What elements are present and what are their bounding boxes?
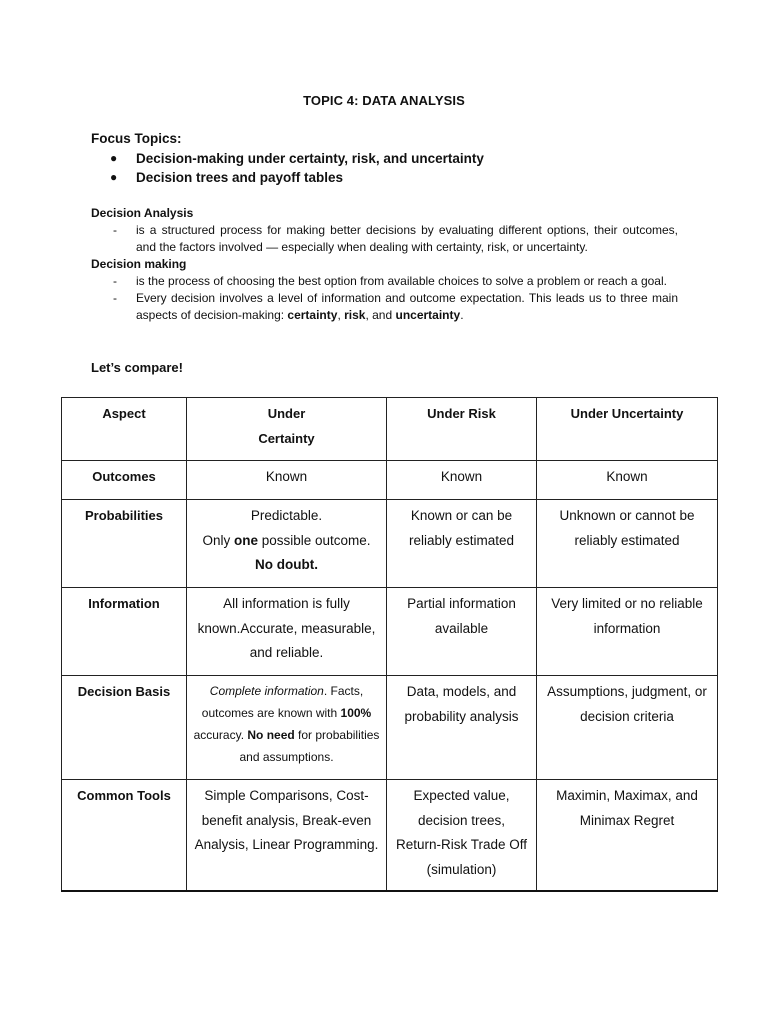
list-item	[113, 290, 678, 324]
cell-information-uncertainty: Very limited or no reliable information	[537, 588, 718, 676]
cell-outcomes-certainty: Known	[187, 461, 387, 500]
decision-analysis-list	[113, 222, 678, 256]
cell-common-tools-risk: Expected value, decision trees, Return-Risk Trade Off (simulation)	[387, 780, 537, 891]
cell-decision-basis-certainty: Complete information. Facts, outcomes are known with 100% accuracy. No need for probabilities and assumptions.	[187, 676, 387, 780]
focus-topics-list	[110, 149, 484, 187]
bullet-icon: ●	[110, 170, 118, 184]
header-uncertainty: Under Uncertainty	[537, 398, 718, 461]
compare-label: Let’s compare!	[91, 360, 183, 375]
cell-probabilities-uncertainty: Unknown or cannot be reliably estimated	[537, 500, 718, 588]
row-label-common-tools: Common Tools	[62, 780, 187, 891]
cell-information-certainty: All information is fully known.Accurate, measurable, and reliable.	[187, 588, 387, 676]
page-title: TOPIC 4: DATA ANALYSIS	[303, 93, 465, 108]
dash-marker: -	[113, 223, 117, 237]
row-label-outcomes: Outcomes	[62, 461, 187, 500]
cell-decision-basis-risk: Data, models, and probability analysis	[387, 676, 537, 780]
cell-probabilities-certainty: Predictable. Only one possible outcome. No doubt.	[187, 500, 387, 588]
row-label-decision-basis: Decision Basis	[62, 676, 187, 780]
cell-common-tools-uncertainty: Maximin, Maximax, and Minimax Regret	[537, 780, 718, 891]
row-label-information: Information	[62, 588, 187, 676]
cell-common-tools-certainty: Simple Comparisons, Cost-benefit analysis, Break-even Analysis, Linear Programming.	[187, 780, 387, 891]
header-certainty: Under Certainty	[187, 398, 387, 461]
header-aspect: Aspect	[62, 398, 187, 461]
list-item	[110, 149, 484, 168]
focus-topic-text: Decision-making under certainty, risk, and uncertainty	[136, 151, 484, 166]
focus-topics-heading: Focus Topics:	[91, 131, 182, 146]
definition-text: Every decision involves a level of information and outcome expectation. This leads us to three main aspects of decision-making: certainty, risk, and uncertainty.	[136, 291, 678, 322]
table-row	[62, 588, 718, 676]
decision-making-list	[113, 273, 678, 324]
list-item	[110, 168, 484, 187]
table-row	[62, 780, 718, 891]
definition-text: is the process of choosing the best option from available choices to solve a problem or reach a goal.	[136, 274, 667, 288]
list-item	[113, 222, 678, 256]
decision-analysis-heading: Decision Analysis	[91, 206, 194, 220]
cell-probabilities-risk: Known or can be reliably estimated	[387, 500, 537, 588]
table-row	[62, 500, 718, 588]
dash-marker: -	[113, 291, 117, 305]
row-label-probabilities: Probabilities	[62, 500, 187, 588]
focus-topic-text: Decision trees and payoff tables	[136, 170, 344, 185]
table-row	[62, 398, 718, 461]
decision-making-heading: Decision making	[91, 257, 187, 271]
header-risk: Under Risk	[387, 398, 537, 461]
cell-outcomes-uncertainty: Known	[537, 461, 718, 500]
definition-text: is a structured process for making better decisions by evaluating different options, their outcomes, and the factors involved — especially when dealing with certainty, risk, or uncertainty.	[136, 223, 678, 254]
bullet-icon: ●	[110, 151, 118, 165]
table-row	[62, 461, 718, 500]
cell-information-risk: Partial information available	[387, 588, 537, 676]
comparison-table	[61, 397, 718, 892]
cell-decision-basis-uncertainty: Assumptions, judgment, or decision criteria	[537, 676, 718, 780]
cell-outcomes-risk: Known	[387, 461, 537, 500]
dash-marker: -	[113, 274, 117, 288]
list-item	[113, 273, 678, 290]
table-row	[62, 676, 718, 780]
